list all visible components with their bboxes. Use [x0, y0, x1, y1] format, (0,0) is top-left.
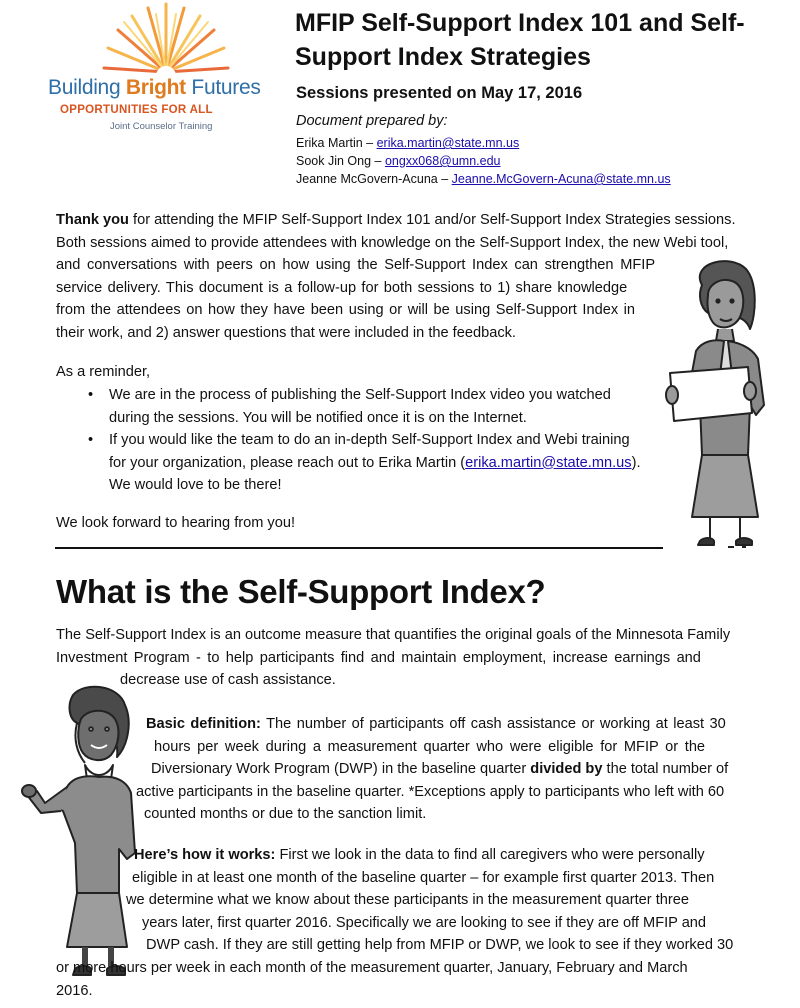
- bullet-line: We would love to be there!: [109, 477, 282, 494]
- intro-line: from the attendees on how they have been using or will be using Self-Support Index in: [56, 302, 636, 319]
- email-link[interactable]: ongxx068@umn.edu: [384, 154, 501, 168]
- sessions-date: Sessions presented on May 17, 2016: [296, 84, 583, 102]
- closing-text: We look forward to hearing from you!: [56, 515, 296, 531]
- section-intro-line: The Self-Support Index is an outcome measure that quantifies the original goals of the Minnesota Family: [56, 627, 731, 643]
- definition-line: active participants in the baseline quarter. *Exceptions apply to participants who left with 60: [136, 783, 725, 800]
- woman-holding-sign-illustration: [660, 255, 785, 555]
- how-line: or more hours per week in each month of the measurement quarter, January, February and March: [56, 959, 688, 976]
- logo-tagline: OPPORTUNITIES FOR ALL: [60, 104, 213, 116]
- basic-definition: [136, 713, 764, 826]
- how-line: Here’s how it works: First we look in the data to find all caregivers who were personally: [134, 847, 705, 863]
- section-heading: What is the Self-Support Index?: [56, 573, 546, 610]
- reminder-list: [56, 384, 696, 497]
- how-line: years later, first quarter 2016. Specifically we are looking to see if they are off MFIP and: [142, 914, 707, 931]
- section-intro-line: Investment Program - to help participants find and maintain employment, increase earnings and: [56, 649, 701, 666]
- how-line: 2016.: [56, 982, 93, 999]
- reminder-label: As a reminder,: [56, 364, 151, 380]
- bullet-line: • We are in the process of publishing the Self-Support Index video you watched: [109, 387, 611, 403]
- author-line: Erika Martin – erika.martin@state.mn.us: [296, 136, 520, 150]
- definition-line: counted months or due to the sanction limit.: [144, 806, 427, 823]
- logo-name: Building Bright Futures: [48, 76, 261, 99]
- email-link[interactable]: erika.martin@state.mn.us: [465, 454, 632, 471]
- definition-line: Basic definition: The number of participants off cash assistance or working at least 30: [146, 716, 726, 732]
- author-line: Sook Jin Ong – ongxx068@umn.edu: [296, 154, 501, 168]
- definition-line: hours per week during a measurement quarter who were eligible for MFIP or the: [154, 738, 706, 755]
- section-divider: [55, 547, 663, 549]
- bullet-line: for your organization, please reach out to Erika Martin (erika.martin@state.mn.us).: [109, 454, 641, 471]
- intro-line: Thank you for attending the MFIP Self-Support Index 101 and/or Self-Support Index Strategies sessions.: [56, 212, 736, 228]
- how-it-works: [56, 844, 764, 1002]
- how-line: eligible in at least one month of the baseline quarter – for example first quarter 2013. Then: [132, 869, 715, 886]
- email-link[interactable]: Jeanne.McGovern-Acuna@state.mn.us: [451, 172, 671, 186]
- prepared-by-label: Document prepared by:: [296, 113, 448, 129]
- bullet-line: during the sessions. You will be notified once it is on the Internet.: [109, 409, 527, 426]
- sun-rays-icon: [96, 0, 236, 78]
- logo-subtitle: Joint Counselor Training: [110, 121, 213, 132]
- logo: [48, 0, 288, 140]
- intro-line: Both sessions aimed to provide attendees with knowledge on the Self-Support Index, the new Webi tool,: [56, 234, 729, 251]
- definition-line: Diversionary Work Program (DWP) in the baseline quarter divided by the total number of: [151, 761, 729, 778]
- list-item: [56, 429, 696, 497]
- author-line: Jeanne McGovern-Acuna – Jeanne.McGovern-Acuna@state.mn.us: [296, 172, 671, 186]
- section-intro-line: decrease use of cash assistance.: [120, 672, 336, 689]
- email-link[interactable]: erika.martin@state.mn.us: [376, 136, 520, 150]
- intro-line: their work, and 2) answer questions that were included in the feedback.: [56, 324, 516, 341]
- intro-line: and conversations with peers on how using the Self-Support Index can strengthen MFIP: [56, 257, 656, 274]
- section-intro: [56, 624, 762, 692]
- how-line: DWP cash. If they are still getting help from MFIP or DWP, we look to see if they worked 30: [146, 937, 734, 954]
- intro-line: service delivery. This document is a follow-up for both sessions to 1) share knowledge: [56, 279, 628, 296]
- how-line: we determine what we know about these participants in the measurement quarter three: [126, 892, 689, 909]
- document-title: MFIP Self-Support Index 101 and Self-Support Index Strategies: [295, 9, 745, 71]
- bullet-line: • If you would like the team to do an in-depth Self-Support Index and Webi training: [109, 432, 630, 449]
- list-item: [56, 384, 696, 429]
- woman-holding-sign-icon: [660, 255, 785, 555]
- intro-paragraph: [56, 209, 762, 345]
